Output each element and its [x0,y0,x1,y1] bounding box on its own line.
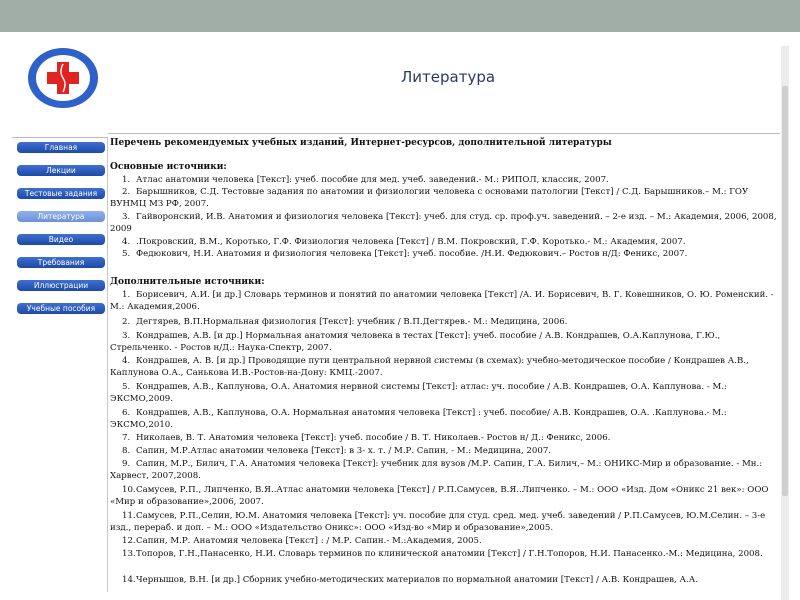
nav-button-video[interactable]: Видео [17,234,105,245]
additional-source-item: 8. Сапин, М.Р.Атлас анатомии человека [Текст]: в 3- х. т. / М.Р. Сапин, - М.: Медицина, 2007. [122,446,552,456]
additional-sources-title: Дополнительные источники: [110,277,265,287]
scrollbar-thumb[interactable] [782,86,788,496]
main-source-item: 1. Атлас анатомии человека [Текст]: учеб. пособие для мед. учеб. заведений.- М.: РИПОЛ, классик, 2007. [122,175,609,185]
additional-source-item: 12.Сапин, М.Р. Анатомия человека [Текст] : / М.Р. Сапин.- М.:Академия, 2005. [122,536,482,546]
additional-source-item: 13.Топоров, Г.Н.,Панасенко, Н.И. Словарь терминов по клинической анатомии [Текст] / Г.Н.Топоров, Н.И. Панасенко.-М.: Медицина, 2008. [122,549,763,559]
nav-button-illustrations[interactable]: Иллюстрации [17,280,105,291]
additional-source-item: 10.Самусев, Р.П., Липченко, В.Я..Атлас анатомии человека [Текст] / Р.П.Самусев, В.Я..Липченко. – М.: ООО «Изд. Дом «Оникс 21 век»: ООО «Мир и образование»,2006, 2007. [110,485,769,507]
additional-source-item: 5. Кондрашев, А.В., Каплунова, О.А. Анатомия нервной системы [Текст]: атлас: уч. пособие / А.В. Кондрашев, О.А. Каплунова. - М.: ЭКСМО,2009. [110,382,727,404]
main-source-item: 3. Гайворонский, И.В. Анатомия и физиология человека [Текст]: учеб. для студ. ср. проф.уч. заведений. – 2-е изд. – М.: Академия, 2006, 2008, 2009 [110,212,777,234]
top-banner [0,0,800,32]
vertical-scrollbar[interactable] [781,46,789,600]
main-source-item: 4. .Покровский, В.М., Коротько, Г.Ф. Физиология человека [Текст] / В.М. Покровский, Г.Ф. Коротько.- М.: Академия, 2007. [122,237,686,247]
nav-button-tests[interactable]: Тестовые задания [17,188,105,199]
nav-button-requirements[interactable]: Требования [17,257,105,268]
additional-source-item: 7. Николаев, В. Т. Анатомия человека [Текст]: учеб. пособие / В. Т. Николаев.- Ростов н/ Д.: Феникс, 2006. [122,433,611,443]
nav-button-literature[interactable]: Литература [17,211,105,222]
additional-source-item: 14.Чернышов, В.Н. [и др.] Сборник учебно-методических материалов по нормальной анатомии [Текст] / А.В. Кондрашев, А.А. [122,575,698,585]
nav-button-home[interactable]: Главная [17,142,105,153]
nav-button-textbooks[interactable]: Учебные пособия [17,303,105,314]
page-title: Литература [401,68,496,86]
nav-button-lectures[interactable]: Лекции [17,165,105,176]
main-source-item: 2. Барышников, С.Д. Тестовые задания по анатомии и физиологии человека с основами патологии [Текст] / С.Д. Барышников.– М.: ГОУ ВУНМЦ МЗ РФ, 2007. [110,187,749,209]
main-sources-title: Основные источники: [110,162,227,172]
additional-source-item: 2. Дегтярев, В.П.Нормальная физиология [Текст]: учебник / В.П.Дегтярев.- М.: Медицина, 2006. [122,317,568,327]
additional-source-item: 1. Борисевич, А.И. [и др.] Словарь терминов и понятий по анатомии человека [Текст] /А. И. Борисевич, В. Г. Ковешников, О. Ю. Роменский. - М.: Академия,2006. [110,290,774,312]
additional-source-item: 3. Кондрашев, А.В. [и др.] Нормальная анатомия человека в тестах [Текст]: учеб. пособие / А.В. Кондрашев, О.А.Каплунова, Г.Ю., Стрельченко. - Ростов н/Д.: Наука-Спектр, 2007. [110,331,721,353]
main-source-item: 5. Федюкович, Н.И. Анатомия и физиология человека [Текст]: учеб. пособие. /Н.И. Федюкович.– Ростов н/Д: Феникс, 2007. [122,249,688,259]
additional-source-item: 11.Самусев, Р.П.,Селин, Ю.М. Анатомия человека [Текст]: уч. пособие для студ. сред. мед. учеб. заведений / Р.П.Самусев, Ю.М.Селин. – 3-е изд., перераб. и доп. – М.: ООО «Издательство Оникс»: ООО «Изд-во «Мир и образование»,2005. [110,511,766,533]
sidebar [12,137,108,592]
additional-source-item: 9. Сапин, М.Р., Билич, Г.А. Анатомия человека [Текст]: учебник для вузов /М.Р. Сапин, Г.А. Билич,– М.: ОНИКС-Мир и образование. - Мн.: Харвест, 2007,2008. [110,459,763,481]
additional-source-item: 6. Кондрашев, А.В., Каплунова, О.А. Нормальная анатомия человека [Текст] : учеб. пособие/ А.В. Кондрашев, О.А. .Каплунова.- М.: ЭКСМО,2010. [110,408,727,430]
content-heading: Перечень рекомендуемых учебных изданий, Интернет-ресурсов, дополнительной литературы [110,138,612,148]
college-logo [26,46,100,110]
additional-source-item: 4. Кондрашев, А. В. [и др.] Проводящие пути центральной нервной системы (в схемах): учебно-методическое пособие / Кондрашев А.В., Каплунова О.А., Санькова И.В.-Ростов-на-Дону: КМЦ.-2007. [110,356,749,378]
literature-content [108,133,780,600]
